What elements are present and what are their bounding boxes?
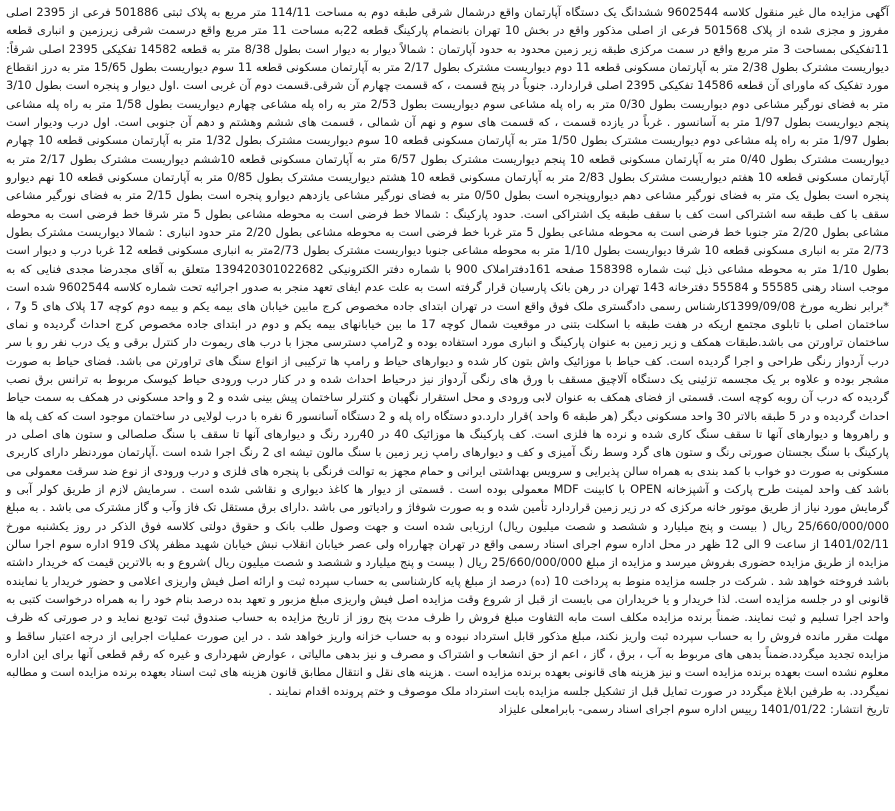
notice-body-text: آگهی مزایده مال غیر منقول کلاسه 9602544 ششدانگ یک دستگاه آپارتمان واقع درشمال شرقی طبقه دوم به مساحت 114/11 متر مربع به پلاک ثبتی 501886 فرعی از 2395 اصلی مفروز و مجزی شده از پلاک 501568 فرعی از اصلی مذکور واقع در بخش 10 تهران بانضمام پارکینگ قطعه 22به مساحت 11 متر مربع واقع درسمت شرقی زیرزمین و انباری قطعه 11تفکیکی بمساحت 3 متر مربع واقع در سمت مرکزی طبقه زیر زمین محدود به حدود آپارتمان : شمالاً دیوار به دیوار است بطول 8/38 متر به قطعه 14582 تفکیکی 2395 اصلی شرقاً: دیواریست مشترک بطول 2/38 متر به آپارتمان مسکونی قطعه 11 دوم دیواریست مشترک بطول 2/17 متر به آپارتمان مسکونی قطعه 11 سوم دیواریست بطول 15/65 متر به درز انقطاع مورد تفکیک که ماورای آن قطعه 14586 تفکیکی 2395 اصلی قراردارد. جنوباً در پنج قسمت ، که قسمت چهارم آن شرقی.قسمت دوم آن غربی است .اول دیوار و پنجره است بطول 3/10 متر به فضای نورگیر مشاعی دوم دیواریست بطول 0/30 متر به راه پله مشاعی سوم دیواریست بطول 2/53 متر به راه پله مشاعی چهارم دیواریست بطول 1/58 متر به راه پله مشاعی پنجم دیواریست بطول 1/97 متر به آسانسور . غرباً در یازده قسمت ، که قسمت های سوم و نهم آن شمالی ، قسمت های ششم وهشتم و دهم آن جنوبی است. اول درب ودیوار است بطول 1/97 متر به راه پله مشاعی دوم دیواریست مشترک بطول 1/50 متر به آپارتمان مسکونی قطعه 10 سوم دیواریست مشترک بطول 1/32 متر به آپارتمان مسکونی قطعه 10 چهارم دیواریست مشترک بطول 0/40 متر به آپارتمان مسکونی قطعه 10 پنجم دیواریست مشترک بطول 6/57 متر به آپارتمان مسکونی قطعه 10ششم دیواریست مشترک بطول 2/17 متر به آپارتمان مسکونی قطعه 10 هفتم دیواریست مشترک بطول 2/83 متر به آپارتمان مسکونی قطعه 10 هشتم دیواریست مشترک بطول 0/85 متر به آپارتمان مسکونی قطعه 10 نهم دیوارو پنجره است بطول یک متر به فضای نورگیر مشاعی دهم دیواروپنجره است بطول 0/50 متر به فضای نورگیر مشاعی یازدهم دیوارو پنجره است بطول 2/15 متر به فضای نورگیر مشاعی سقف با کف طبقه سه اشتراکی است کف با سقف طبقه یک اشتراکی است. حدود پارکینگ : شمالا خط فرضی است به محوطه مشاعی بطول 5 متر شرقا خط فرضی است به محوطه مشاعی بطول 2/20 متر جنوبا خط فرضی است به محوطه مشاعی بطول 5 متر غربا خط فرضی است به محوطه مشاعی بطول 2/20 متر حدود انباری : شمالا دیواریست مشترک بطول 2/73 متر به انباری مسکونی قطعه 10 شرقا دیواریست بطول 1/10 متر به محوطه مشاعی جنوبا دیواریست مشترک بطول 2/73متر به انباری مسکونی قطعه 12 غربا درب و دیوار است بطول 1/10 متر به محوطه مشاعی ذیل ثبت شماره 158398 صفحه 161دفتراملاک 900 با شماره دفتر الکترونیکی 139420301022682 متعلق به آقای مجدرضا مجدی فنایی که به موجب اسناد رهنی 55585 و 55584 دفترخانه 143 تهران در رهن بانک پارسیان قرار گرفته است به علت عدم ایفای تعهد منجر به صدور اجرائیه تحت شماره کلاسه 9602544 شده است *برابر نظریه مورخ 1399/09/08کارشناس رسمی دادگستری ملک فوق واقع است در تهران ابتدای جاده مخصوص کرج مابین خیابان های بیمه یکم و بیمه دوم کوچه 17 پلاک های 5 و7 ، ساختمان اصلی با تابلوی مجتمع اریکه در هفت طبقه با اسکلت بتنی در موقعیت شمال کوچه 17 ما بین خیابانهای بیمه یکم و دوم در ابتدای جاده مخصوص کرج احداث گردیده و نمای ساختمان تراورتن می باشد.طبقات همکف و زیر زمین به عنوان پارکینگ و انباری مورد استفاده بوده و 2رامپ دسترسی مجزا با درب های ریموت دار کنترل برقی و یک درب نفر رو با سر درب آردواز رنگی طراحی و اجرا گردیده است. کف حیاط با موزائیک واش بتون کار شده و دیوارهای حیاط و رامپ ها ترکیبی از انواع سنگ های تراورتن می باشد. فضای حیاط به صورت مشجر بوده و علاوه بر یک مجسمه تزئینی یک دستگاه آلاچیق مسقف با ورق های رنگی آردواز نیز درحیاط احداث شده و در کنار درب ورودی حیاط کیوسک مربوط به ترانس برق نصب گردیده که درب آن روبه کوچه است. قسمتی از فضای همکف به عنوان لابی ورودی و محل استقرار نگهبان و کنترلر ساختمان پیش بینی شده و 2 و واحد مسکونی در همکف به سمت حیاط احداث گردیده و در 5 طبقه بالاتر 30 واحد مسکونی دیگر (هر طبقه 6 واحد )قرار دارد.دو دستگاه راه پله و 2 دستگاه آسانسور 6 نفره با درب لولایی در ساختمان موجود است که کف پله ها و راهروها و دیوارهای آنها تا سقف سنگ کاری شده و نرده ها فلزی است. کف پارکینگ ها موزائیک 40 در 40ررد رنگ و دیوارهای آنها تا سقف با سنگ صلصالی و ستون های اصلی در پارکینگ با سنگ بجستان صورتی رنگ و ستون های گرد وسط رنگ آمیزی و کف و دیوارهای رامپ زیر زمین با سنگ مالون تیشه ای 2 رنگ اجرا شده است .آپارتمان موردنظر دارای کاربری مسکونی به صورت دو خواب با کمد بندی به همراه سالن پذیرایی و سرویس بهداشتی ایرانی و حمام مجهز به توالت فرنگی با پنجره های فلزی و درب ورودی از نوع ضد سرقت معمولی می باشد کف واحد لمینت طرح پارکت و آشپزخانه OPEN با کابینت MDF معمولی بوده است . قسمتی از دیوار ها کاغذ دیواری و نقاشی شده است . سرمایش لازم از طریق کولر آبی و گرمایش مورد نیاز از طریق موتور خانه مرکزی که در زیر زمین قراردارد تأمین شده و به صورت شوفاژ و رادیاتور می باشد .دارای برق مستقل تک فاز وآب و گاز مشترک می باشد . به مبلغ 25/660/000/000 ریال ( بیست و پنج میلیارد و ششصد و شصت میلیون ریال) ارزیابی شده است و جهت وصول طلب بانک و حقوق دولتی کلاسه فوق الذکر در روز یکشنبه مورخ 1401/02/11 از ساعت 9 الی 12 ظهر در محل اداره سوم اجرای اسناد رسمی واقع در تهران چهارراه ولی عصر خیابان انقلاب نبش خیابان شهید مظفر پلاک 919 اداره سوم اجرا سالن مزایده از طریق مزایده حضوری بفروش میرسد و مزایده از مبلغ 25/660/000/000 ریال ( بیست و پنج میلیارد و ششصد و شصت میلیون ریال )شروع و به بالاترین قیمت که خریدار داشته باشد فروخته خواهد شد . شرکت در جلسه مزایده منوط به پرداخت 10 (ده) درصد از مبلغ پایه کارشناسی به حساب سپرده ثبت و ارائه اصل فیش واریزی اعلامی و حضور خریدار یا نماینده قانونی او در جلسه مزایده است. لذا خریدار و یا خریداران می بایست از قبل از شروع وقت مزایده اصل فیش واریزی مبلغ مزبور و تعهد بده درصد بنام خود را به همراه درخواست کتبی به واحد اجرا تسلیم و ثبت نمایند. ضمناً برنده مزایده مکلف است مابه التفاوت مبلغ فروش را ظرف مدت پنج روز از تاریخ مزایده به حساب صندوق ثبت توديع نمايد و در صورتی که ظرف مهلت مقرر مانده فروش را به حساب سپرده ثبت واریز نکند، مبلغ مذکور قابل استرداد نبوده و به حساب خزانه واریز خواهد شد . در این صورت عملیات اجرایی از درجه اعتبار ساقط و مزایده تجدید میگردد.ضمناً بدهی های مربوط به آب ، برق ، گاز ، اعم از حق انشعاب و اشتراک و مصرف و نیز بدهی مالیاتی ، عوارض شهرداری و غیره که رقم قطعی آنها برای این اداره معلوم نشده است بعهده برنده مزایده است و نیز هزینه های قانونی بعهده برنده مزایده است . هزینه های نقل و انتقال مطابق قانون هزینه های ثبت اسناد بعهده برنده مزایده است و مطالبه نمیگردد. به طرفین ابلاغ میگردد در صورت تمایل قبل از تشکیل جلسه مزایده بابت استرداد ملک موصوف و ختم پرونده اقدام نمایند .: [6, 5, 890, 698]
notice-signature: تاریخ انتشار: 1401/01/22 رییس اداره سوم اجرای اسناد رسمی- بابرامعلی علیزاد: [498, 702, 889, 717]
